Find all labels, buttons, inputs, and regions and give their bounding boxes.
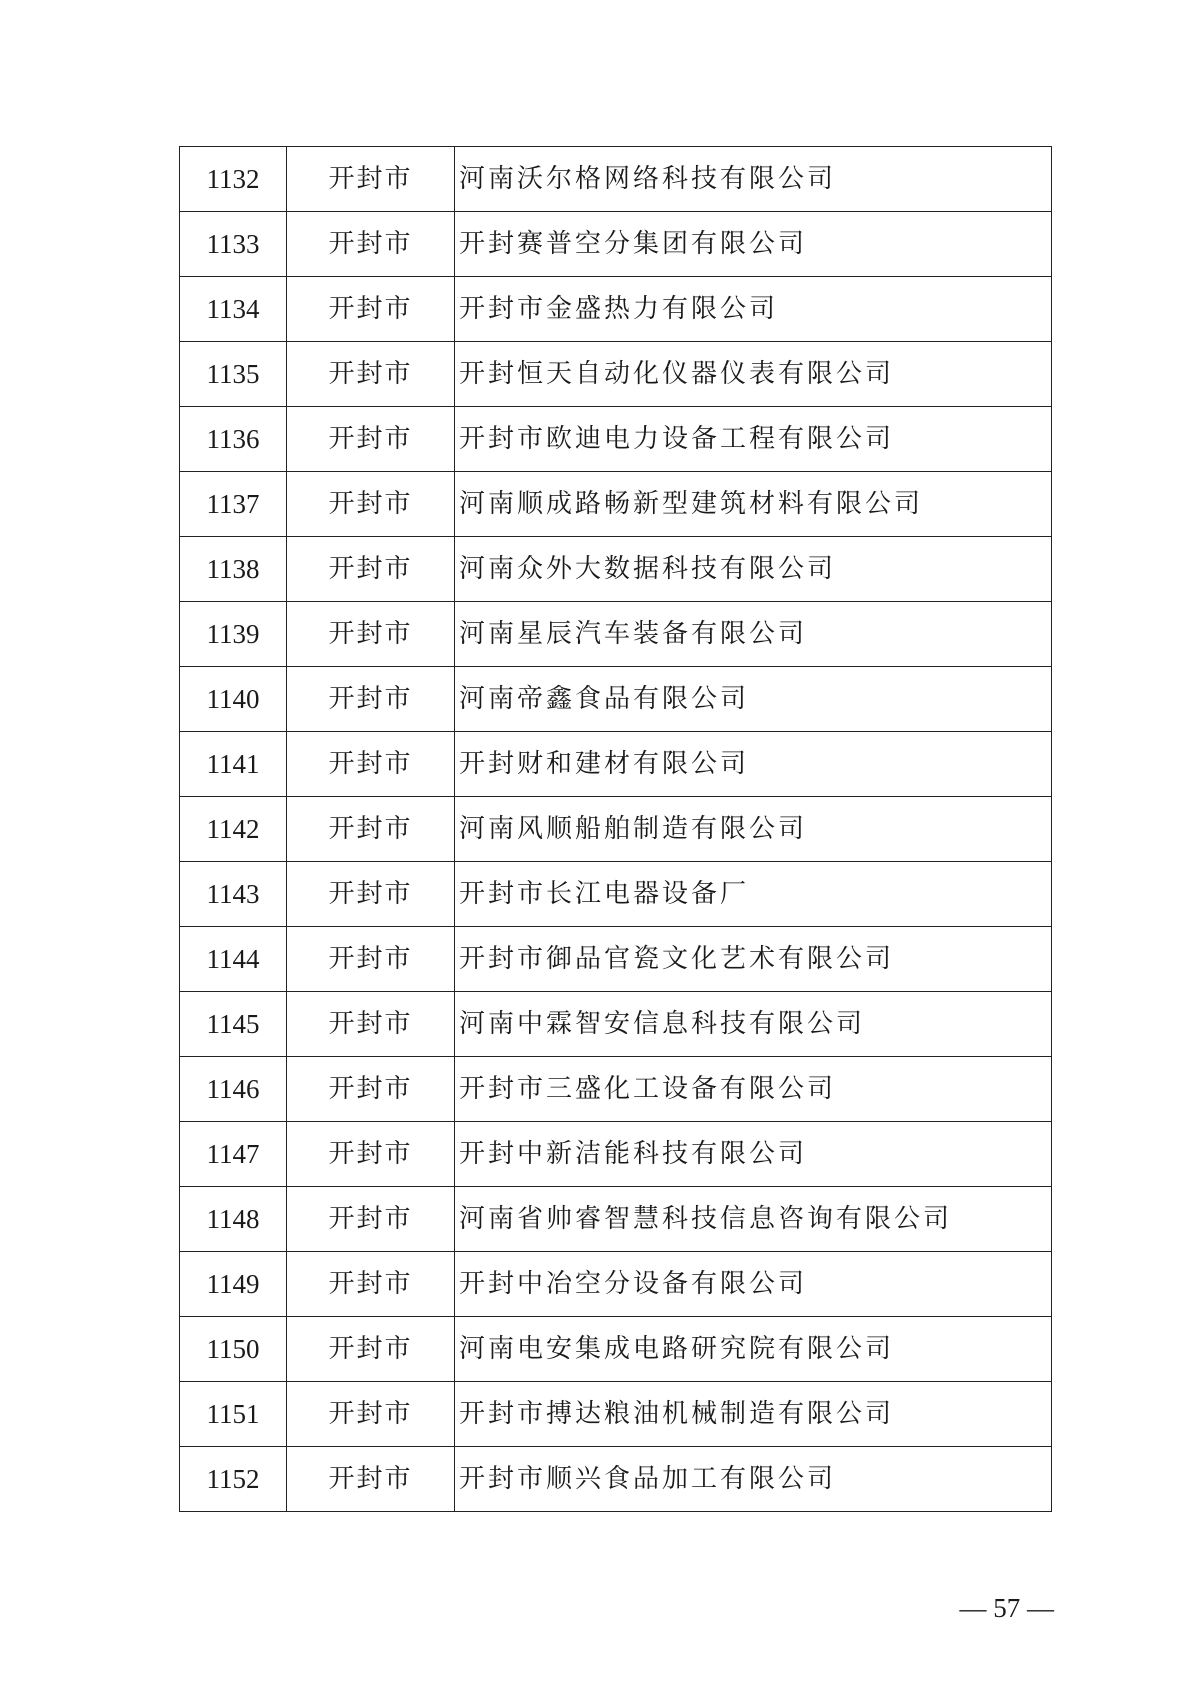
city-cell: 开封市 <box>287 277 455 342</box>
row-number-cell: 1137 <box>180 472 287 537</box>
city-cell: 开封市 <box>287 407 455 472</box>
table-row <box>180 1252 1052 1317</box>
table-row <box>180 407 1052 472</box>
city-cell: 开封市 <box>287 1317 455 1382</box>
city-cell: 开封市 <box>287 667 455 732</box>
table-row <box>180 277 1052 342</box>
city-cell: 开封市 <box>287 992 455 1057</box>
company-name-cell: 河南星辰汽车装备有限公司 <box>455 602 1052 667</box>
company-name-cell: 开封恒天自动化仪器仪表有限公司 <box>455 342 1052 407</box>
table-row <box>180 862 1052 927</box>
company-name-cell: 开封市金盛热力有限公司 <box>455 277 1052 342</box>
row-number-cell: 1133 <box>180 212 287 277</box>
company-name-cell: 河南电安集成电路研究院有限公司 <box>455 1317 1052 1382</box>
company-name-cell: 开封中冶空分设备有限公司 <box>455 1252 1052 1317</box>
company-name-cell: 河南众外大数据科技有限公司 <box>455 537 1052 602</box>
company-name-cell: 开封市顺兴食品加工有限公司 <box>455 1447 1052 1512</box>
row-number-cell: 1136 <box>180 407 287 472</box>
company-name-cell: 河南风顺船舶制造有限公司 <box>455 797 1052 862</box>
row-number-cell: 1149 <box>180 1252 287 1317</box>
company-name-cell: 开封市长江电器设备厂 <box>455 862 1052 927</box>
table-row <box>180 537 1052 602</box>
table-row <box>180 1187 1052 1252</box>
city-cell: 开封市 <box>287 862 455 927</box>
city-cell: 开封市 <box>287 342 455 407</box>
row-number-cell: 1142 <box>180 797 287 862</box>
table-row <box>180 1122 1052 1187</box>
table-row <box>180 1057 1052 1122</box>
city-cell: 开封市 <box>287 147 455 212</box>
city-cell: 开封市 <box>287 732 455 797</box>
city-cell: 开封市 <box>287 1252 455 1317</box>
row-number-cell: 1141 <box>180 732 287 797</box>
row-number-cell: 1148 <box>180 1187 287 1252</box>
company-name-cell: 开封市搏达粮油机械制造有限公司 <box>455 1382 1052 1447</box>
table-row <box>180 992 1052 1057</box>
table-row <box>180 342 1052 407</box>
city-cell: 开封市 <box>287 1187 455 1252</box>
page-number: — 57 — <box>959 1593 1054 1623</box>
table-row <box>180 732 1052 797</box>
row-number-cell: 1132 <box>180 147 287 212</box>
row-number-cell: 1150 <box>180 1317 287 1382</box>
city-cell: 开封市 <box>287 537 455 602</box>
table-row <box>180 1382 1052 1447</box>
city-cell: 开封市 <box>287 602 455 667</box>
city-cell: 开封市 <box>287 1057 455 1122</box>
table-row <box>180 1317 1052 1382</box>
table-row <box>180 927 1052 992</box>
table-row <box>180 147 1052 212</box>
company-name-cell: 开封赛普空分集团有限公司 <box>455 212 1052 277</box>
table-row <box>180 212 1052 277</box>
company-name-cell: 河南顺成路畅新型建筑材料有限公司 <box>455 472 1052 537</box>
row-number-cell: 1151 <box>180 1382 287 1447</box>
row-number-cell: 1145 <box>180 992 287 1057</box>
city-cell: 开封市 <box>287 1122 455 1187</box>
company-name-cell: 开封市欧迪电力设备工程有限公司 <box>455 407 1052 472</box>
city-cell: 开封市 <box>287 472 455 537</box>
company-name-cell: 河南省帅睿智慧科技信息咨询有限公司 <box>455 1187 1052 1252</box>
row-number-cell: 1138 <box>180 537 287 602</box>
company-name-cell: 开封市御品官瓷文化艺术有限公司 <box>455 927 1052 992</box>
row-number-cell: 1146 <box>180 1057 287 1122</box>
city-cell: 开封市 <box>287 212 455 277</box>
row-number-cell: 1143 <box>180 862 287 927</box>
row-number-cell: 1135 <box>180 342 287 407</box>
row-number-cell: 1152 <box>180 1447 287 1512</box>
company-name-cell: 河南帝鑫食品有限公司 <box>455 667 1052 732</box>
row-number-cell: 1147 <box>180 1122 287 1187</box>
company-name-cell: 开封市三盛化工设备有限公司 <box>455 1057 1052 1122</box>
city-cell: 开封市 <box>287 797 455 862</box>
row-number-cell: 1144 <box>180 927 287 992</box>
company-list-table <box>179 146 1052 1512</box>
table-row <box>180 602 1052 667</box>
company-name-cell: 开封中新洁能科技有限公司 <box>455 1122 1052 1187</box>
table-row <box>180 797 1052 862</box>
city-cell: 开封市 <box>287 1382 455 1447</box>
company-name-cell: 河南沃尔格网络科技有限公司 <box>455 147 1052 212</box>
row-number-cell: 1139 <box>180 602 287 667</box>
city-cell: 开封市 <box>287 1447 455 1512</box>
table-row <box>180 472 1052 537</box>
city-cell: 开封市 <box>287 927 455 992</box>
company-name-cell: 河南中霖智安信息科技有限公司 <box>455 992 1052 1057</box>
row-number-cell: 1140 <box>180 667 287 732</box>
row-number-cell: 1134 <box>180 277 287 342</box>
table-row <box>180 1447 1052 1512</box>
table-row <box>180 667 1052 732</box>
table-body <box>180 147 1052 1512</box>
company-name-cell: 开封财和建材有限公司 <box>455 732 1052 797</box>
